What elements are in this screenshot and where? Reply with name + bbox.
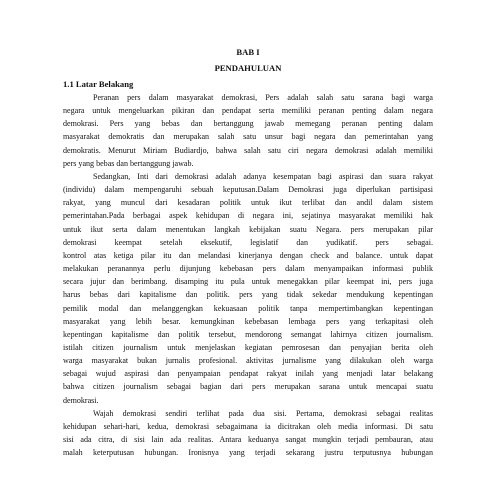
section-heading: 1.1 Latar Belakang xyxy=(63,79,134,89)
text-line: rakyat, yang muncul dari kesadaran politik untuk ikut terlibat dan andil dalam sistem xyxy=(63,198,433,208)
text-line: malah keterputusan hubungan. Ironisnya yang terjadi sekarang justru terputusnya hubungan xyxy=(63,448,433,458)
text-line: Peranan pers dalam masyarakat demokrasi, Pers adalah salah satu sarana bagi warga xyxy=(93,93,433,102)
paragraph-2 xyxy=(63,170,433,407)
text-line: pemilik modal dan melanggengkan kekuasaan politik tanpa mempertimbangkan kepentingan xyxy=(63,303,433,313)
paragraph-3 xyxy=(63,407,433,460)
text-line: istilah citizen journalism untuk menjelaskan kegiatan pemrosesan dan penyajian berita oleh xyxy=(63,342,433,352)
text-line: sebagai wujud aspirasi dan penyampaian pendapat rakyat inilah yang menjadi latar belakang xyxy=(63,369,433,379)
text-line: bahwa citizen journalism sebagai bagian dari pers merupakan sarana untuk mencapai suatu xyxy=(63,382,433,392)
chapter-title: PENDAHULUAN xyxy=(214,63,282,73)
text-line: melakukan peranannya perlu dijunjung kebebasan pers dalam menyampaikan informasi publik xyxy=(63,264,433,274)
text-line: demokrasi. xyxy=(63,395,99,405)
text-line: masyarakat demokratis dan merupakan salah satu unsur bagi negara dan pemerintahan yang xyxy=(63,132,433,142)
text-line: secara jujur dan berimbang. disamping itu pula untuk menegakkan pilar keempat ini, pers juga xyxy=(63,277,433,287)
text-line: warga masyarakat bukan jurnalis profesional. aktivitas jurnalisme yang dilakukan oleh warga xyxy=(63,356,433,366)
text-line: harus bebas dari kapitalisme dan politik. pers yang tidak sekedar mendukung kepentingan xyxy=(63,290,433,300)
text-line: pers yang bebas dan bertanggung jawab. xyxy=(63,158,194,168)
text-line: demokrasi. Pers yang bebas dan bertanggung jawab memegang peranan penting dalam xyxy=(63,119,433,129)
text-line: Sedangkan, Inti dari demokrasi adalah adanya kesempatan bagi aspirasi dan suara rakyat xyxy=(93,171,433,181)
chapter-number: BAB I xyxy=(236,47,260,57)
text-line: negara untuk mengeluarkan pikiran dan pendapat serta memiliki peranan penting dalam negara xyxy=(63,106,433,116)
text-line: sisi ada citra, di sisi lain ada realitas. Antara keduanya sangat mungkin terjadi pembauran, atau xyxy=(63,435,433,445)
text-line: demokratis. Menurut Miriam Budiardjo, bahwa salah satu ciri negara demokrasi adalah memiliki xyxy=(63,145,433,155)
text-line: kepentingan kapitalisme dan politik tersebut, mendorong semangat lahirnya citizen journalism. xyxy=(63,329,433,339)
text-line: demokrasi keempat setelah eksekutif, legislatif dan yudikatif. pers sebagai. xyxy=(63,237,433,247)
text-line: (individu) dalam mempengaruhi sebuah keputusan.Dalam Demokrasi juga diperlukan partisipasi xyxy=(63,185,433,195)
text-line: masyarakat yang lebih besar. kemungkinan kebebasan lembaga pers yang terkapitasi oleh xyxy=(63,316,433,326)
text-line: pemerintahan.Pada berbagai aspek kehidupan di negara ini, sejatinya masyarakat memiliki hak xyxy=(63,211,433,221)
text-line: kehidupan sehari-hari, kedua, demokrasi sebagaimana ia dicitrakan oleh media informasi. Di satu xyxy=(63,421,433,431)
text-line: Wajah demokrasi sendiri terlihat pada dua sisi. Pertama, demokrasi sebagai realitas xyxy=(93,408,433,418)
paragraph-1 xyxy=(63,91,433,170)
text-line: kontrol atas ketiga pilar itu dan melandasi kinerjanya dengan check and balance. untuk dapat xyxy=(63,250,433,260)
text-line: untuk ikut serta dalam menentukan langkah kebijakan suatu Negara. pers merupakan pilar xyxy=(63,224,433,234)
